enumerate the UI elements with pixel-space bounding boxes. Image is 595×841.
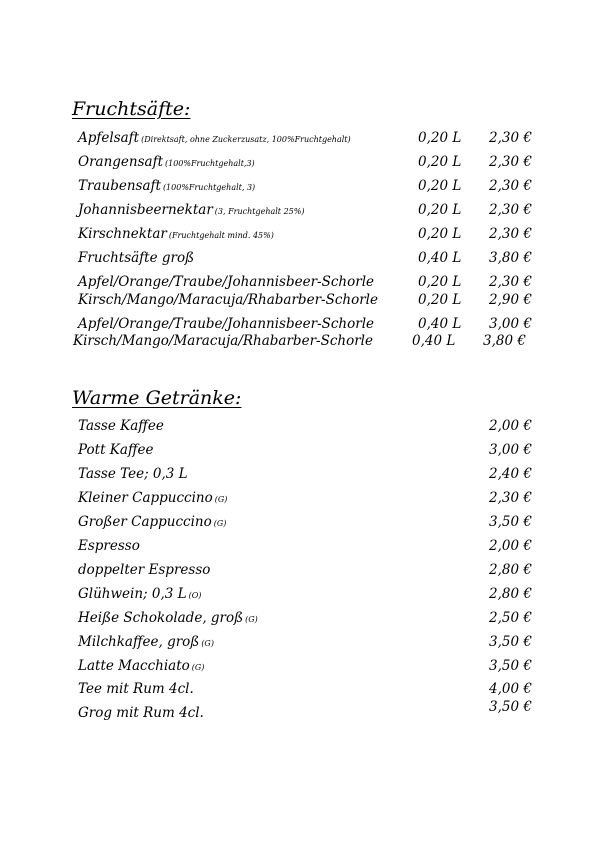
item-volume: 0,20 L (418, 178, 462, 194)
menu-item-row (0, 681, 595, 701)
menu-item-row (0, 490, 595, 510)
item-name: Traubensaft (100%Fruchtgehalt, 3) (78, 178, 256, 194)
menu-item-row (0, 538, 595, 558)
item-name: Milchkaffee, groß (G) (78, 634, 214, 650)
item-volume: 0,20 L (418, 292, 462, 308)
menu-item-row (0, 292, 595, 312)
menu-item-row (0, 634, 595, 654)
item-volume: 0,20 L (418, 226, 462, 242)
item-note: (100%Fruchtgehalt,3) (165, 159, 255, 168)
item-name: Tee mit Rum 4cl. (78, 681, 194, 697)
menu-item-row (0, 466, 595, 486)
item-price: 2,30 € (489, 226, 532, 242)
item-price: 2,00 € (489, 538, 532, 554)
item-volume: 0,40 L (418, 250, 462, 266)
item-name: Tasse Tee; 0,3 L (78, 466, 188, 482)
item-volume: 0,20 L (418, 274, 462, 290)
item-name: Glühwein; 0,3 L (O) (78, 586, 202, 602)
item-volume: 0,40 L (412, 333, 456, 349)
item-note: (Direktsaft, ohne Zuckerzusatz, 100%Fruchtgehalt) (141, 135, 351, 144)
menu-item-row (0, 610, 595, 630)
item-price: 3,50 € (489, 658, 532, 674)
menu-item-row (0, 202, 595, 222)
menu-item-row (0, 250, 595, 270)
item-volume: 0,20 L (418, 154, 462, 170)
item-name: Apfel/Orange/Traube/Johannisbeer-Schorle (78, 316, 375, 332)
item-price: 2,30 € (489, 178, 532, 194)
item-price: 3,50 € (489, 514, 532, 530)
item-name: Großer Cappuccino (G) (78, 514, 227, 530)
item-price: 2,50 € (489, 610, 532, 626)
menu-item-row (0, 705, 595, 725)
item-volume: 0,40 L (418, 316, 462, 332)
item-note: (Fruchtgehalt mind. 45%) (168, 231, 274, 240)
item-name: Heiße Schokolade, groß (G) (78, 610, 258, 626)
item-name: Orangensaft (100%Fruchtgehalt,3) (78, 154, 255, 170)
item-price: 4,00 € (489, 681, 532, 697)
item-price: 2,00 € (489, 418, 532, 434)
menu-item-row (0, 658, 595, 678)
item-name: Apfel/Orange/Traube/Johannisbeer-Schorle (78, 274, 375, 290)
item-name: Espresso (78, 538, 140, 554)
item-price: 2,40 € (489, 466, 532, 482)
item-name: Apfelsaft (Direktsaft, ohne Zuckerzusatz, 100%Fruchtgehalt) (78, 130, 351, 146)
item-price: 2,30 € (489, 154, 532, 170)
item-note: (100%Fruchtgehalt, 3) (162, 183, 256, 192)
menu-item-row (0, 274, 595, 294)
item-price: 3,50 € (489, 699, 532, 715)
item-name: Kleiner Cappuccino (G) (78, 490, 228, 506)
item-price: 2,90 € (489, 292, 532, 308)
menu-item-row (0, 418, 595, 438)
item-price: 2,80 € (489, 562, 532, 578)
item-note: (G) (214, 495, 228, 504)
item-name: Grog mit Rum 4cl. (78, 705, 204, 721)
item-note: (G) (201, 639, 214, 648)
menu-item-row (0, 442, 595, 462)
menu-item-row (0, 333, 595, 353)
menu-item-row (0, 586, 595, 606)
menu-item-row (0, 154, 595, 174)
item-name: Kirschnektar (Fruchtgehalt mind. 45%) (78, 226, 274, 242)
item-note: (G) (213, 519, 227, 528)
section-title-fruchtsaefte: Fruchtsäfte: (72, 98, 191, 120)
item-name: Johannisbeernektar (3, Fruchtgehalt 25%) (78, 202, 305, 218)
item-price: 2,30 € (489, 274, 532, 290)
item-name: Kirsch/Mango/Maracuja/Rhabarber-Schorle (73, 333, 373, 349)
item-name: doppelter Espresso (78, 562, 211, 578)
item-name: Tasse Kaffee (78, 418, 164, 434)
item-note: (O) (188, 591, 202, 600)
item-price: 2,30 € (489, 202, 532, 218)
section-title-warme-getraenke: Warme Getränke: (72, 387, 242, 409)
item-price: 3,00 € (489, 442, 532, 458)
item-price: 3,80 € (489, 250, 532, 266)
item-note: (3, Fruchtgehalt 25%) (214, 207, 305, 216)
menu-item-row (0, 178, 595, 198)
item-volume: 0,20 L (418, 202, 462, 218)
item-name: Pott Kaffee (78, 442, 154, 458)
item-price: 2,80 € (489, 586, 532, 602)
item-note: (G) (245, 615, 258, 624)
menu-item-row (0, 514, 595, 534)
menu-item-row (0, 562, 595, 582)
item-price: 2,30 € (489, 490, 532, 506)
item-name: Latte Macchiato (G) (78, 658, 205, 674)
menu-item-row (0, 130, 595, 150)
item-price: 3,80 € (483, 333, 526, 349)
item-price: 3,00 € (489, 316, 532, 332)
item-price: 2,30 € (489, 130, 532, 146)
item-name: Fruchtsäfte groß (78, 250, 195, 266)
item-name: Kirsch/Mango/Maracuja/Rhabarber-Schorle (78, 292, 378, 308)
menu-item-row (0, 226, 595, 246)
item-note: (G) (191, 663, 205, 672)
item-volume: 0,20 L (418, 130, 462, 146)
item-price: 3,50 € (489, 634, 532, 650)
